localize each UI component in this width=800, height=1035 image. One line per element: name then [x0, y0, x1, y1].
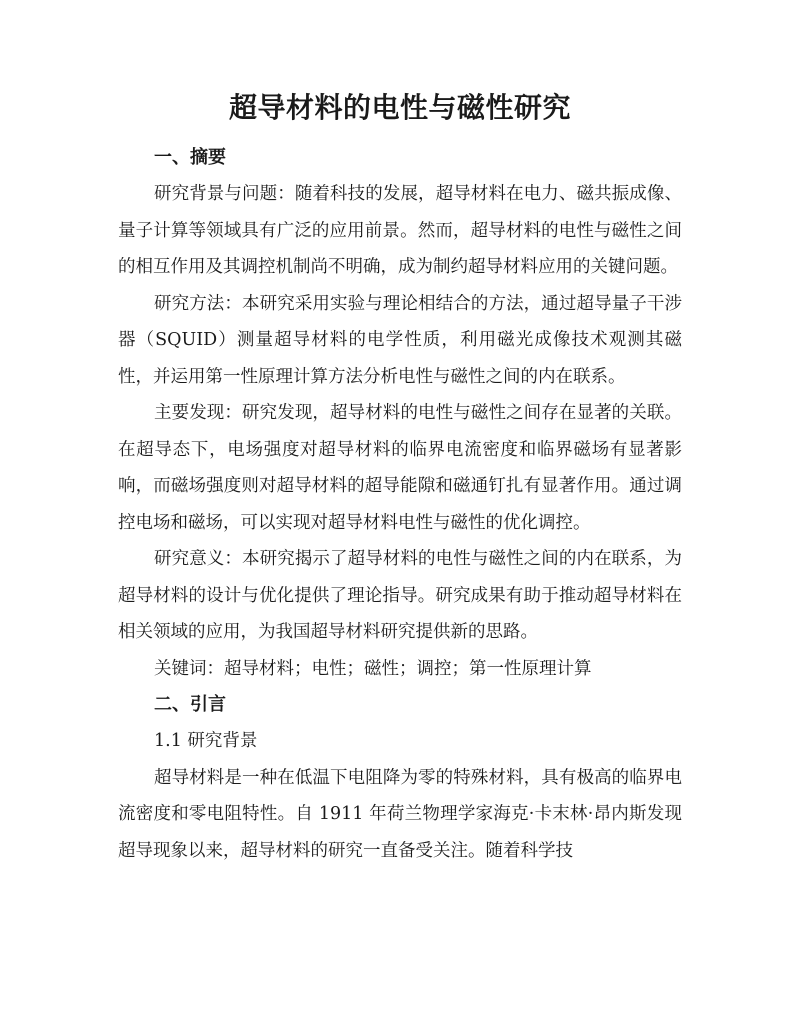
abstract-findings-paragraph: 主要发现：研究发现，超导材料的电性与磁性之间存在显著的关联。在超导态下，电场强度对超导材料的临界电流密度和临界磁场有显著影响，而磁场强度则对超导材料的超导能隙和磁通钉扎有显著作用。通过调控电场和磁场，可以实现对超导材料电性与磁性的优化调控。: [118, 403, 682, 533]
introduction-paragraph: 超导材料是一种在低温下电阻降为零的特殊材料，具有极高的临界电流密度和零电阻特性。自 1911 年荷兰物理学家海克·卡末林·昂内斯发现超导现象以来，超导材料的研究一直备受关注。随着科学技: [118, 767, 682, 861]
document-title: 超导材料的电性与磁性研究: [228, 91, 571, 124]
introduction-heading: 二、引言: [154, 694, 226, 715]
abstract-significance-paragraph: 研究意义：本研究揭示了超导材料的电性与磁性之间的内在联系，为超导材料的设计与优化提供了理论指导。研究成果有助于推动超导材料在相关领域的应用，为我国超导材料研究提供新的思路。: [118, 549, 682, 642]
abstract-background-paragraph: 研究背景与问题：随着科技的发展，超导材料在电力、磁共振成像、量子计算等领域具有广泛的应用前景。然而，超导材料的电性与磁性之间的相互作用及其调控机制尚不明确，成为制约超导材料应用的关键问题。: [118, 184, 682, 277]
abstract-section: [118, 140, 682, 687]
abstract-method-paragraph: 研究方法：本研究采用实验与理论相结合的方法，通过超导量子干涉器（SQUID）测量超导材料的电学性质，利用磁光成像技术观测其磁性，并运用第一性原理计算方法分析电性与磁性之间的内在联系。: [118, 293, 682, 387]
introduction-section: [118, 687, 682, 869]
keywords-line: 关键词：超导材料；电性；磁性；调控；第一性原理计算: [154, 658, 592, 679]
research-background-subheading: 1.1 研究背景: [154, 731, 258, 751]
abstract-heading: 一、摘要: [154, 147, 226, 168]
